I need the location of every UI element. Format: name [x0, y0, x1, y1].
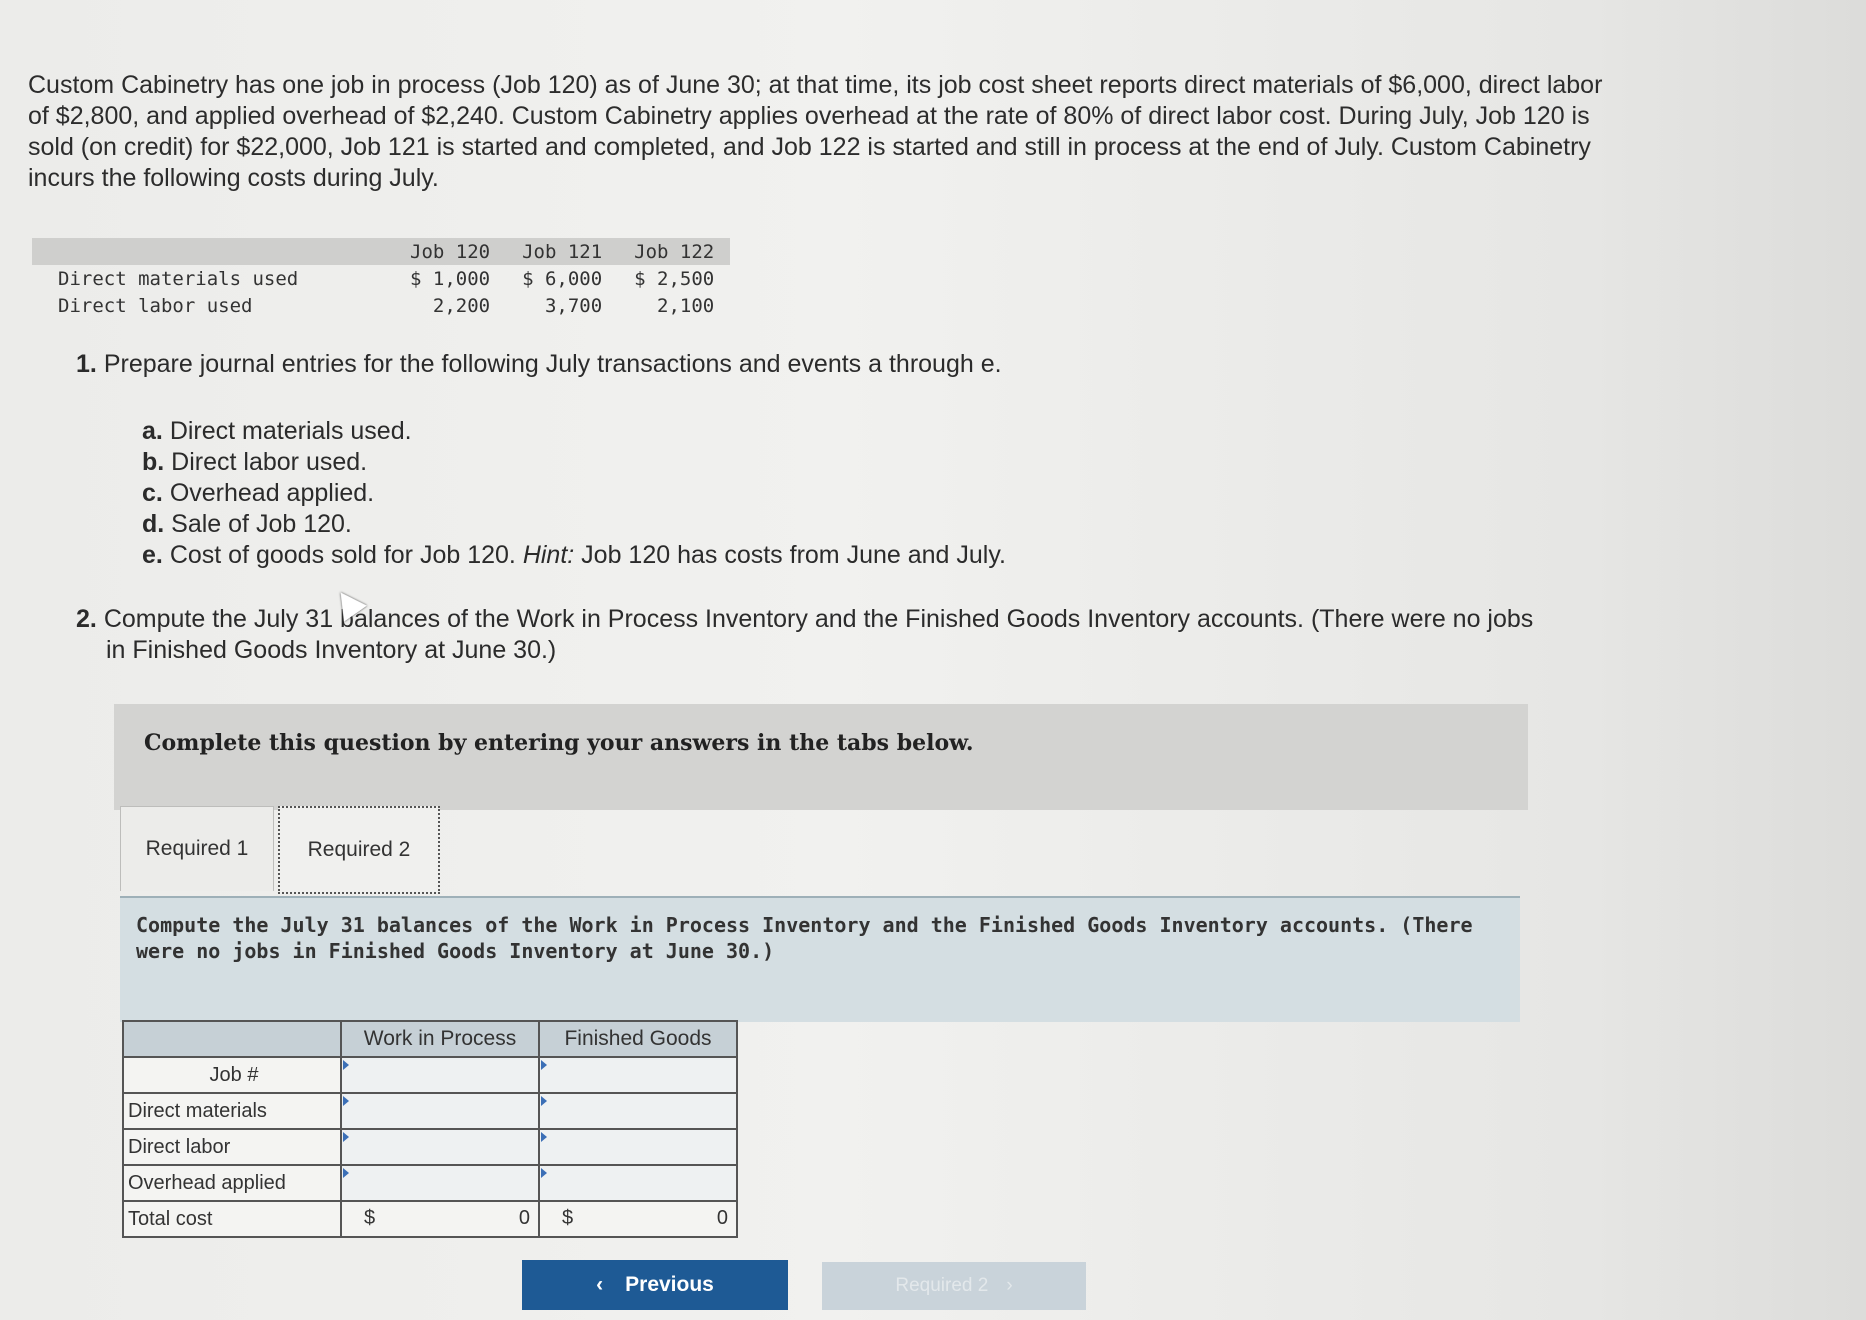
chevron-right-icon: › — [1006, 1275, 1013, 1296]
previous-button-label: Previous — [625, 1273, 714, 1296]
list-item — [142, 509, 1006, 540]
cost-table-row-materials — [32, 265, 730, 292]
cost-table-row-labor — [32, 292, 730, 319]
table-row — [123, 1129, 737, 1165]
cost-table-row-label: Direct labor used — [58, 294, 253, 317]
list-item-letter: b. — [142, 448, 165, 476]
cost-table-cell: 2,100 — [657, 294, 715, 317]
question-1 — [76, 350, 1002, 379]
currency-symbol: $ — [562, 1207, 574, 1229]
wip-total-cost — [341, 1201, 539, 1237]
list-item-letter: e. — [142, 541, 163, 569]
balances-corner — [123, 1021, 341, 1057]
table-row — [123, 1165, 737, 1201]
previous-button[interactable] — [522, 1260, 788, 1310]
balances-table — [122, 1020, 738, 1238]
header-work-in-process: Work in Process — [341, 1021, 539, 1057]
row-label-job: Job # — [123, 1057, 341, 1093]
list-item-text: Overhead applied. — [169, 479, 375, 507]
list-item — [142, 478, 1006, 509]
tab-required-2[interactable]: Required 2 — [278, 806, 440, 894]
question-2 — [76, 604, 1616, 666]
tab-bar — [120, 806, 1520, 890]
list-item-text: Direct labor used. — [171, 448, 368, 476]
cost-table-cell: $ 2,500 — [634, 267, 715, 290]
cost-table-cell: 2,200 — [432, 294, 491, 317]
wip-overhead-applied-input[interactable] — [341, 1165, 539, 1201]
next-button-label: Required 2 — [895, 1275, 989, 1296]
row-label-total-cost: Total cost — [123, 1201, 341, 1237]
question-1-text: Prepare journal entries for the following July transactions and events a through e. — [103, 350, 1002, 378]
fg-total-value: 0 — [716, 1207, 728, 1229]
question-1-number: 1. — [76, 350, 97, 378]
next-button-disabled — [822, 1262, 1086, 1310]
list-item-text: Cost of goods sold for Job 120. — [169, 541, 516, 569]
cost-table-corner — [32, 238, 394, 265]
cost-table-header-job120: Job 120 — [394, 238, 506, 265]
list-item — [142, 447, 1006, 478]
fg-overhead-applied-input[interactable] — [539, 1165, 737, 1201]
table-row-total — [123, 1201, 737, 1237]
instructions-banner — [114, 704, 1528, 810]
list-item-letter: c. — [142, 479, 163, 507]
balances-header-row — [123, 1021, 737, 1057]
fg-total-cost — [539, 1201, 737, 1237]
tab-instructions-text: Compute the July 31 balances of the Work in Process Inventory and the Finished Goods Inventory accounts. (There were no jobs in Finished Goods Inventory at June 30.) — [136, 913, 1473, 963]
question-2-text: Compute the July 31 balances of the Work in Process Inventory and the Finished Goods Inventory accounts. (There were no jobs — [103, 605, 1534, 633]
list-item-letter: a. — [142, 417, 163, 445]
row-label-direct-labor: Direct labor — [123, 1129, 341, 1165]
wip-job-input[interactable] — [341, 1057, 539, 1093]
cost-table-header-row — [32, 238, 730, 265]
list-item — [142, 540, 1006, 571]
problem-intro: Custom Cabinetry has one job in process (Job 120) as of June 30; at that time, its job cost sheet reports direct materials of $6,000, direct labor of $2,800, and applied overhead of $2,240. Custom Cabinetry applies overhead at the rate of 80% of direct labor cost. During July, Job 120 is sold (on credit) for $22,000, Job 121 is started and completed, and Job 122 is started and still in process at the end of July. Custom Cabinetry incurs the following costs during July. — [28, 71, 1603, 192]
row-label-overhead-applied: Overhead applied — [123, 1165, 341, 1201]
question-1-items — [142, 416, 1006, 571]
list-item-text: Sale of Job 120. — [171, 510, 352, 538]
table-row — [123, 1057, 737, 1093]
cost-table-header-job122: Job 122 — [618, 238, 730, 265]
currency-symbol: $ — [364, 1207, 376, 1229]
cost-table-row-label: Direct materials used — [58, 267, 299, 290]
instructions-banner-text: Complete this question by entering your answers in the tabs below. — [144, 730, 974, 756]
fg-direct-materials-input[interactable] — [539, 1093, 737, 1129]
wip-direct-labor-input[interactable] — [341, 1129, 539, 1165]
wip-total-value: 0 — [518, 1207, 530, 1229]
cost-table-header-job121: Job 121 — [506, 238, 618, 265]
job-cost-table — [32, 238, 730, 319]
tab-required-1[interactable]: Required 1 — [120, 806, 274, 891]
table-row — [123, 1093, 737, 1129]
header-finished-goods: Finished Goods — [539, 1021, 737, 1057]
cost-table-cell: $ 1,000 — [410, 267, 491, 290]
hint-text: Job 120 has costs from June and July. — [581, 541, 1006, 569]
question-2-number: 2. — [76, 605, 97, 633]
list-item — [142, 416, 1006, 447]
cost-table-cell: $ 6,000 — [522, 267, 603, 290]
hint-label: Hint: — [522, 541, 575, 569]
question-2-text-continued: in Finished Goods Inventory at June 30.) — [106, 636, 557, 664]
chevron-left-icon: ‹ — [596, 1273, 604, 1296]
list-item-text: Direct materials used. — [169, 417, 412, 445]
cost-table-cell: 3,700 — [544, 294, 603, 317]
fg-direct-labor-input[interactable] — [539, 1129, 737, 1165]
list-item-letter: d. — [142, 510, 165, 538]
tab-instructions — [120, 896, 1520, 1022]
wip-direct-materials-input[interactable] — [341, 1093, 539, 1129]
fg-job-input[interactable] — [539, 1057, 737, 1093]
row-label-direct-materials: Direct materials — [123, 1093, 341, 1129]
